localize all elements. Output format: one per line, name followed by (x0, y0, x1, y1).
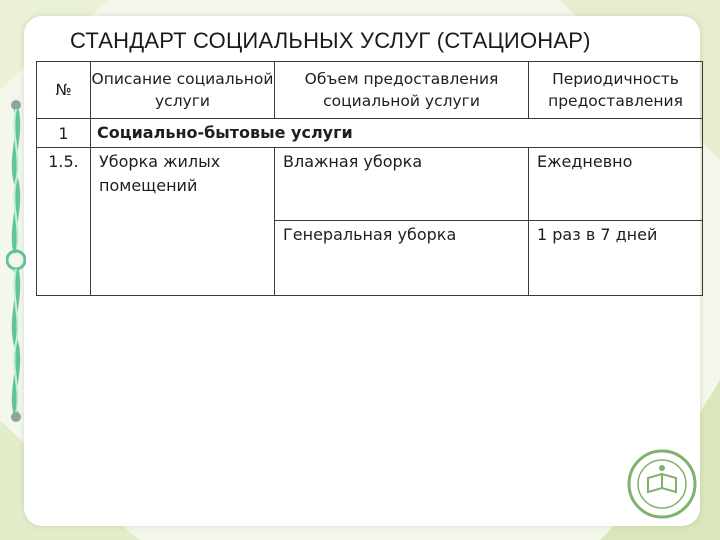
header-description: Описание социальной услуги (91, 62, 275, 119)
header-num: № (37, 62, 91, 119)
item-volume: Влажная уборка (275, 148, 529, 221)
table-row (37, 148, 703, 221)
rope-decoration (6, 95, 26, 425)
item-frequency: 1 раз в 7 дней (529, 221, 703, 296)
section-row (37, 119, 703, 148)
page-title: СТАНДАРТ СОЦИАЛЬНЫХ УСЛУГ (СТАЦИОНАР) (70, 28, 591, 53)
item-num: 1.5. (37, 148, 91, 296)
table-header-row (37, 62, 703, 119)
section-label: Социально-бытовые услуги (91, 119, 703, 148)
organization-seal-logo (626, 448, 698, 520)
item-frequency: Ежедневно (529, 148, 703, 221)
header-frequency: Периодичность предоставления (529, 62, 703, 119)
section-num: 1 (37, 119, 91, 148)
item-description: Уборка жилых помещений (91, 148, 275, 296)
item-volume: Генеральная уборка (275, 221, 529, 296)
header-volume: Объем предоставления социальной услуги (275, 62, 529, 119)
standard-table (36, 61, 703, 296)
